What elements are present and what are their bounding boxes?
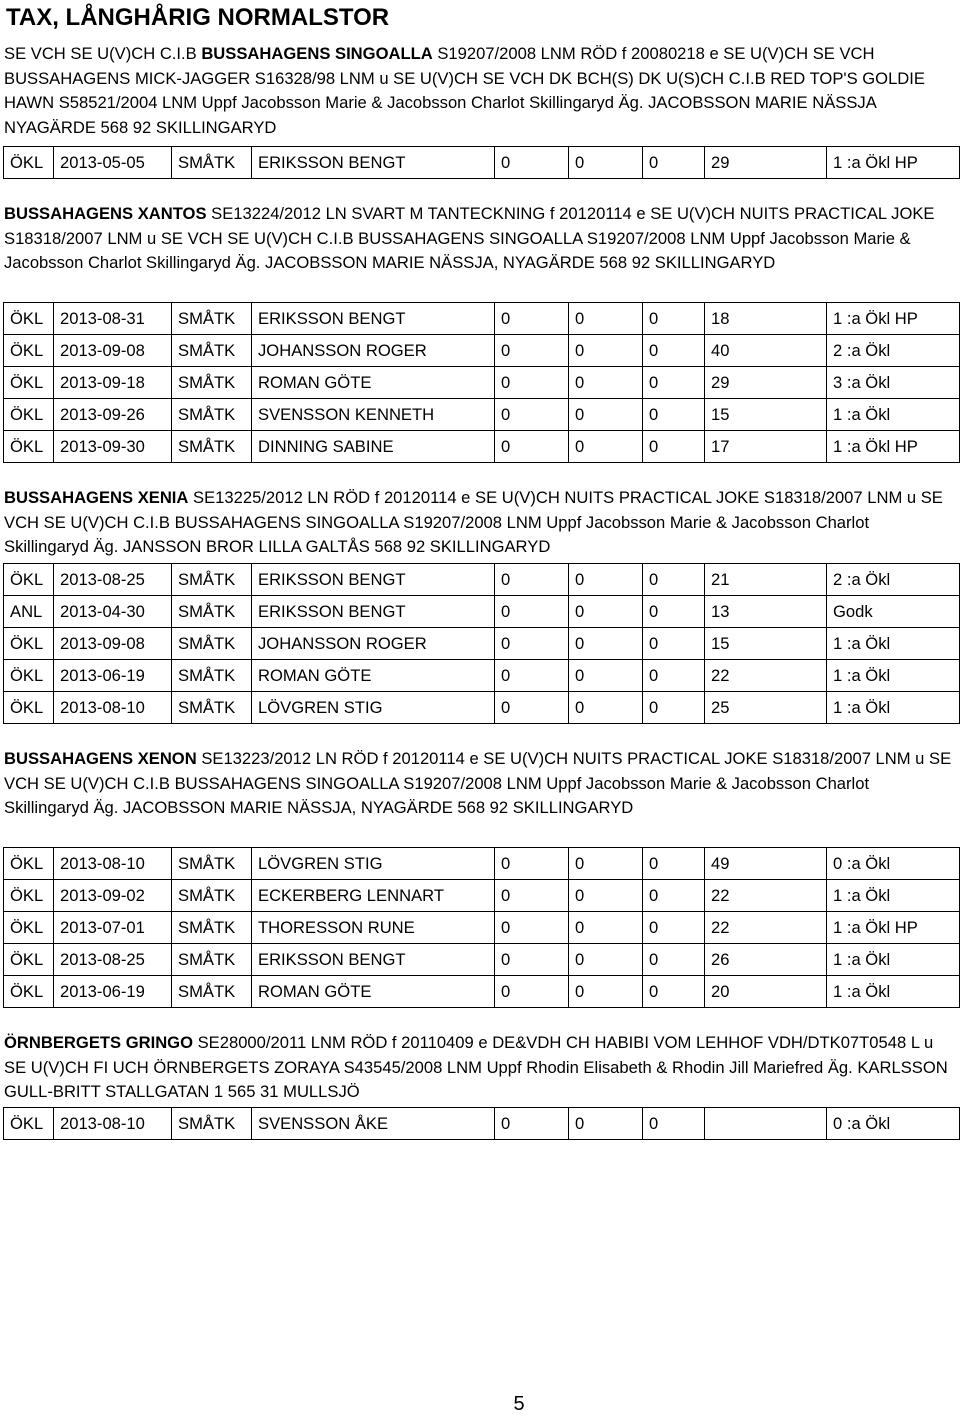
result-col-b: 0 — [569, 660, 643, 692]
result-judge: ROMAN GÖTE — [252, 367, 495, 399]
result-date: 2013-06-19 — [54, 976, 172, 1008]
result-judge: SVENSSON ÅKE — [252, 1108, 495, 1140]
result-col-a: 0 — [495, 564, 569, 596]
result-club: SMÅTK — [172, 303, 252, 335]
result-col-a: 0 — [495, 596, 569, 628]
result-col-b: 0 — [569, 303, 643, 335]
result-col-c: 0 — [643, 660, 705, 692]
result-points: 29 — [705, 147, 827, 179]
result-date: 2013-07-01 — [54, 912, 172, 944]
result-date: 2013-09-08 — [54, 628, 172, 660]
result-col-b: 0 — [569, 431, 643, 463]
result-class: ÖKL — [4, 692, 54, 724]
dog-details: S19207/2008 LNM RÖD f 20080218 e SE U(V)CH SE VCH BUSSAHAGENS MICK-JAGGER S16328/98 LNM u SE U(V)CH SE VCH DK BCH(S) DK U(S)CH C.I.B RED TOP'S GOLDIE HAWN S58521/2004 LNM Uppf Jacobsson Marie & Jacobsson Charlot Skillingaryd Äg. JACOBSSON MARIE NÄSSJA NYAGÄRDE 568 92 SKILLINGARYD — [4, 44, 925, 137]
result-judge: JOHANSSON ROGER — [252, 335, 495, 367]
result-col-a: 0 — [495, 335, 569, 367]
result-judge: JOHANSSON ROGER — [252, 628, 495, 660]
result-col-b: 0 — [569, 367, 643, 399]
result-club: SMÅTK — [172, 399, 252, 431]
result-col-c: 0 — [643, 628, 705, 660]
result-col-c: 0 — [643, 335, 705, 367]
result-class: ÖKL — [4, 976, 54, 1008]
dog-details: SE28000/2011 LNM RÖD f 20110409 e DE&VDH CH HABIBI VOM LEHHOF VDH/DTK07T0548 L u SE U(V)CH FI UCH ÖRNBERGETS ZORAYA S43545/2008 LNM Uppf Rhodin Elisabeth & Rhodin Jill Mariefred Äg. KARLSSON GULL-BRITT STALLGATAN 1 565 31 MULLSJÖ — [4, 1033, 948, 1101]
result-class: ÖKL — [4, 303, 54, 335]
result-class: ÖKL — [4, 564, 54, 596]
result-col-c: 0 — [643, 692, 705, 724]
result-row — [4, 303, 960, 335]
result-row — [4, 692, 960, 724]
result-row — [4, 628, 960, 660]
result-col-a: 0 — [495, 912, 569, 944]
result-col-a: 0 — [495, 944, 569, 976]
result-col-b: 0 — [569, 147, 643, 179]
result-prize: 1 :a Ökl — [827, 399, 960, 431]
dog-name: ÖRNBERGETS GRINGO — [4, 1033, 193, 1052]
result-points: 40 — [705, 335, 827, 367]
result-prize: 3 :a Ökl — [827, 367, 960, 399]
result-col-b: 0 — [569, 564, 643, 596]
result-col-a: 0 — [495, 848, 569, 880]
result-col-b: 0 — [569, 912, 643, 944]
result-points: 15 — [705, 628, 827, 660]
results-table — [3, 847, 960, 1008]
result-col-b: 0 — [569, 628, 643, 660]
result-date: 2013-08-25 — [54, 564, 172, 596]
result-club: SMÅTK — [172, 431, 252, 463]
result-judge: ERIKSSON BENGT — [252, 596, 495, 628]
result-prize: 1 :a Ökl — [827, 880, 960, 912]
result-class: ÖKL — [4, 628, 54, 660]
result-points: 49 — [705, 848, 827, 880]
result-judge: THORESSON RUNE — [252, 912, 495, 944]
results-table — [3, 146, 960, 179]
result-col-b: 0 — [569, 880, 643, 912]
result-class: ÖKL — [4, 660, 54, 692]
result-judge: LÖVGREN STIG — [252, 848, 495, 880]
result-col-a: 0 — [495, 303, 569, 335]
result-judge: ERIKSSON BENGT — [252, 303, 495, 335]
result-judge: ERIKSSON BENGT — [252, 564, 495, 596]
result-prize: 2 :a Ökl — [827, 335, 960, 367]
result-class: ANL — [4, 596, 54, 628]
result-club: SMÅTK — [172, 848, 252, 880]
result-judge: ROMAN GÖTE — [252, 976, 495, 1008]
result-col-b: 0 — [569, 335, 643, 367]
result-date: 2013-08-10 — [54, 1108, 172, 1140]
result-col-c: 0 — [643, 912, 705, 944]
result-club: SMÅTK — [172, 912, 252, 944]
result-class: ÖKL — [4, 1108, 54, 1140]
result-date: 2013-04-30 — [54, 596, 172, 628]
result-row — [4, 1108, 960, 1140]
result-prize: 1 :a Ökl HP — [827, 303, 960, 335]
dog-details: SE13224/2012 LN SVART M TANTECKNING f 20120114 e SE U(V)CH NUITS PRACTICAL JOKE S18318/2007 LNM u SE VCH SE U(V)CH C.I.B BUSSAHAGENS SINGOALLA S19207/2008 LNM Uppf Jacobsson Marie & Jacobsson Charlot Skillingaryd Äg. JACOBSSON MARIE NÄSSJA, NYAGÄRDE 568 92 SKILLINGARYD — [4, 204, 935, 272]
result-col-c: 0 — [643, 976, 705, 1008]
result-judge: ERIKSSON BENGT — [252, 944, 495, 976]
result-col-b: 0 — [569, 848, 643, 880]
result-prize: 2 :a Ökl — [827, 564, 960, 596]
result-class: ÖKL — [4, 848, 54, 880]
result-class: ÖKL — [4, 399, 54, 431]
result-prize: 1 :a Ökl — [827, 944, 960, 976]
result-club: SMÅTK — [172, 628, 252, 660]
result-points — [705, 1108, 827, 1140]
result-class: ÖKL — [4, 335, 54, 367]
result-col-c: 0 — [643, 303, 705, 335]
result-row — [4, 335, 960, 367]
result-col-a: 0 — [495, 628, 569, 660]
result-prize: 1 :a Ökl — [827, 628, 960, 660]
result-points: 25 — [705, 692, 827, 724]
result-date: 2013-05-05 — [54, 147, 172, 179]
dog-details: SE13225/2012 LN RÖD f 20120114 e SE U(V)CH NUITS PRACTICAL JOKE S18318/2007 LNM u SE VCH SE U(V)CH C.I.B BUSSAHAGENS SINGOALLA S19207/2008 LNM Uppf Jacobsson Marie & Jacobsson Charlot Skillingaryd Äg. JANSSON BROR LILLA GALTÅS 568 92 SKILLINGARYD — [4, 488, 943, 556]
result-row — [4, 147, 960, 179]
result-row — [4, 944, 960, 976]
result-row — [4, 880, 960, 912]
result-col-b: 0 — [569, 399, 643, 431]
result-row — [4, 367, 960, 399]
result-col-c: 0 — [643, 1108, 705, 1140]
result-col-a: 0 — [495, 431, 569, 463]
result-row — [4, 564, 960, 596]
result-club: SMÅTK — [172, 976, 252, 1008]
results-table — [3, 563, 960, 724]
result-club: SMÅTK — [172, 335, 252, 367]
result-prize: 1 :a Ökl — [827, 660, 960, 692]
dog-description — [4, 1031, 958, 1105]
result-row — [4, 660, 960, 692]
result-date: 2013-09-26 — [54, 399, 172, 431]
result-col-b: 0 — [569, 1108, 643, 1140]
result-club: SMÅTK — [172, 367, 252, 399]
results-table — [3, 302, 960, 463]
dog-description — [4, 202, 958, 276]
result-judge: DINNING SABINE — [252, 431, 495, 463]
result-row — [4, 912, 960, 944]
result-row — [4, 399, 960, 431]
result-col-c: 0 — [643, 880, 705, 912]
result-points: 15 — [705, 399, 827, 431]
result-points: 20 — [705, 976, 827, 1008]
result-row — [4, 848, 960, 880]
result-club: SMÅTK — [172, 660, 252, 692]
result-col-c: 0 — [643, 848, 705, 880]
result-col-a: 0 — [495, 1108, 569, 1140]
page-title: TAX, LÅNGHÅRIG NORMALSTOR — [6, 4, 390, 31]
result-date: 2013-08-31 — [54, 303, 172, 335]
result-club: SMÅTK — [172, 692, 252, 724]
result-prize: 1 :a Ökl — [827, 692, 960, 724]
result-club: SMÅTK — [172, 1108, 252, 1140]
dog-details: SE13223/2012 LN RÖD f 20120114 e SE U(V)CH NUITS PRACTICAL JOKE S18318/2007 LNM u SE VCH SE U(V)CH C.I.B BUSSAHAGENS SINGOALLA S19207/2008 LNM Uppf Jacobsson Marie & Jacobsson Charlot Skillingaryd Äg. JACOBSSON MARIE NÄSSJA, NYAGÄRDE 568 92 SKILLINGARYD — [4, 749, 952, 817]
result-col-b: 0 — [569, 596, 643, 628]
result-col-c: 0 — [643, 944, 705, 976]
result-points: 18 — [705, 303, 827, 335]
result-date: 2013-09-30 — [54, 431, 172, 463]
result-col-b: 0 — [569, 976, 643, 1008]
dog-pre-text: SE VCH SE U(V)CH C.I.B — [4, 44, 202, 63]
result-points: 29 — [705, 367, 827, 399]
result-judge: ROMAN GÖTE — [252, 660, 495, 692]
result-col-a: 0 — [495, 367, 569, 399]
result-prize: 0 :a Ökl — [827, 1108, 960, 1140]
result-club: SMÅTK — [172, 596, 252, 628]
result-prize: 1 :a Ökl — [827, 976, 960, 1008]
result-class: ÖKL — [4, 880, 54, 912]
result-col-a: 0 — [495, 147, 569, 179]
result-col-c: 0 — [643, 367, 705, 399]
result-points: 22 — [705, 660, 827, 692]
result-points: 21 — [705, 564, 827, 596]
dog-name: BUSSAHAGENS SINGOALLA — [201, 44, 433, 63]
result-date: 2013-09-08 — [54, 335, 172, 367]
result-col-c: 0 — [643, 431, 705, 463]
result-points: 13 — [705, 596, 827, 628]
result-prize: 1 :a Ökl HP — [827, 431, 960, 463]
result-points: 26 — [705, 944, 827, 976]
result-judge: ERIKSSON BENGT — [252, 147, 495, 179]
result-col-c: 0 — [643, 399, 705, 431]
result-row — [4, 596, 960, 628]
result-date: 2013-08-25 — [54, 944, 172, 976]
result-points: 17 — [705, 431, 827, 463]
result-col-a: 0 — [495, 692, 569, 724]
dog-description — [4, 42, 958, 140]
result-col-b: 0 — [569, 692, 643, 724]
result-col-a: 0 — [495, 976, 569, 1008]
results-table — [3, 1107, 960, 1140]
result-club: SMÅTK — [172, 147, 252, 179]
result-class: ÖKL — [4, 367, 54, 399]
dog-description — [4, 747, 958, 821]
result-row — [4, 976, 960, 1008]
result-prize: 1 :a Ökl HP — [827, 147, 960, 179]
result-date: 2013-08-10 — [54, 692, 172, 724]
result-col-a: 0 — [495, 399, 569, 431]
result-club: SMÅTK — [172, 944, 252, 976]
dog-description — [4, 486, 958, 560]
result-class: ÖKL — [4, 431, 54, 463]
result-club: SMÅTK — [172, 880, 252, 912]
result-class: ÖKL — [4, 147, 54, 179]
result-judge: LÖVGREN STIG — [252, 692, 495, 724]
result-date: 2013-09-02 — [54, 880, 172, 912]
result-class: ÖKL — [4, 944, 54, 976]
result-col-c: 0 — [643, 596, 705, 628]
result-row — [4, 431, 960, 463]
result-prize: Godk — [827, 596, 960, 628]
result-date: 2013-08-10 — [54, 848, 172, 880]
result-club: SMÅTK — [172, 564, 252, 596]
result-prize: 0 :a Ökl — [827, 848, 960, 880]
result-col-c: 0 — [643, 147, 705, 179]
result-col-b: 0 — [569, 944, 643, 976]
result-date: 2013-09-18 — [54, 367, 172, 399]
dog-name: BUSSAHAGENS XENON — [4, 749, 197, 768]
result-class: ÖKL — [4, 912, 54, 944]
dog-name: BUSSAHAGENS XENIA — [4, 488, 189, 507]
result-points: 22 — [705, 912, 827, 944]
result-col-a: 0 — [495, 660, 569, 692]
result-judge: SVENSSON KENNETH — [252, 399, 495, 431]
result-date: 2013-06-19 — [54, 660, 172, 692]
result-judge: ECKERBERG LENNART — [252, 880, 495, 912]
result-col-c: 0 — [643, 564, 705, 596]
result-col-a: 0 — [495, 880, 569, 912]
result-points: 22 — [705, 880, 827, 912]
result-prize: 1 :a Ökl HP — [827, 912, 960, 944]
dog-name: BUSSAHAGENS XANTOS — [4, 204, 207, 223]
page-number: 5 — [513, 1393, 525, 1415]
